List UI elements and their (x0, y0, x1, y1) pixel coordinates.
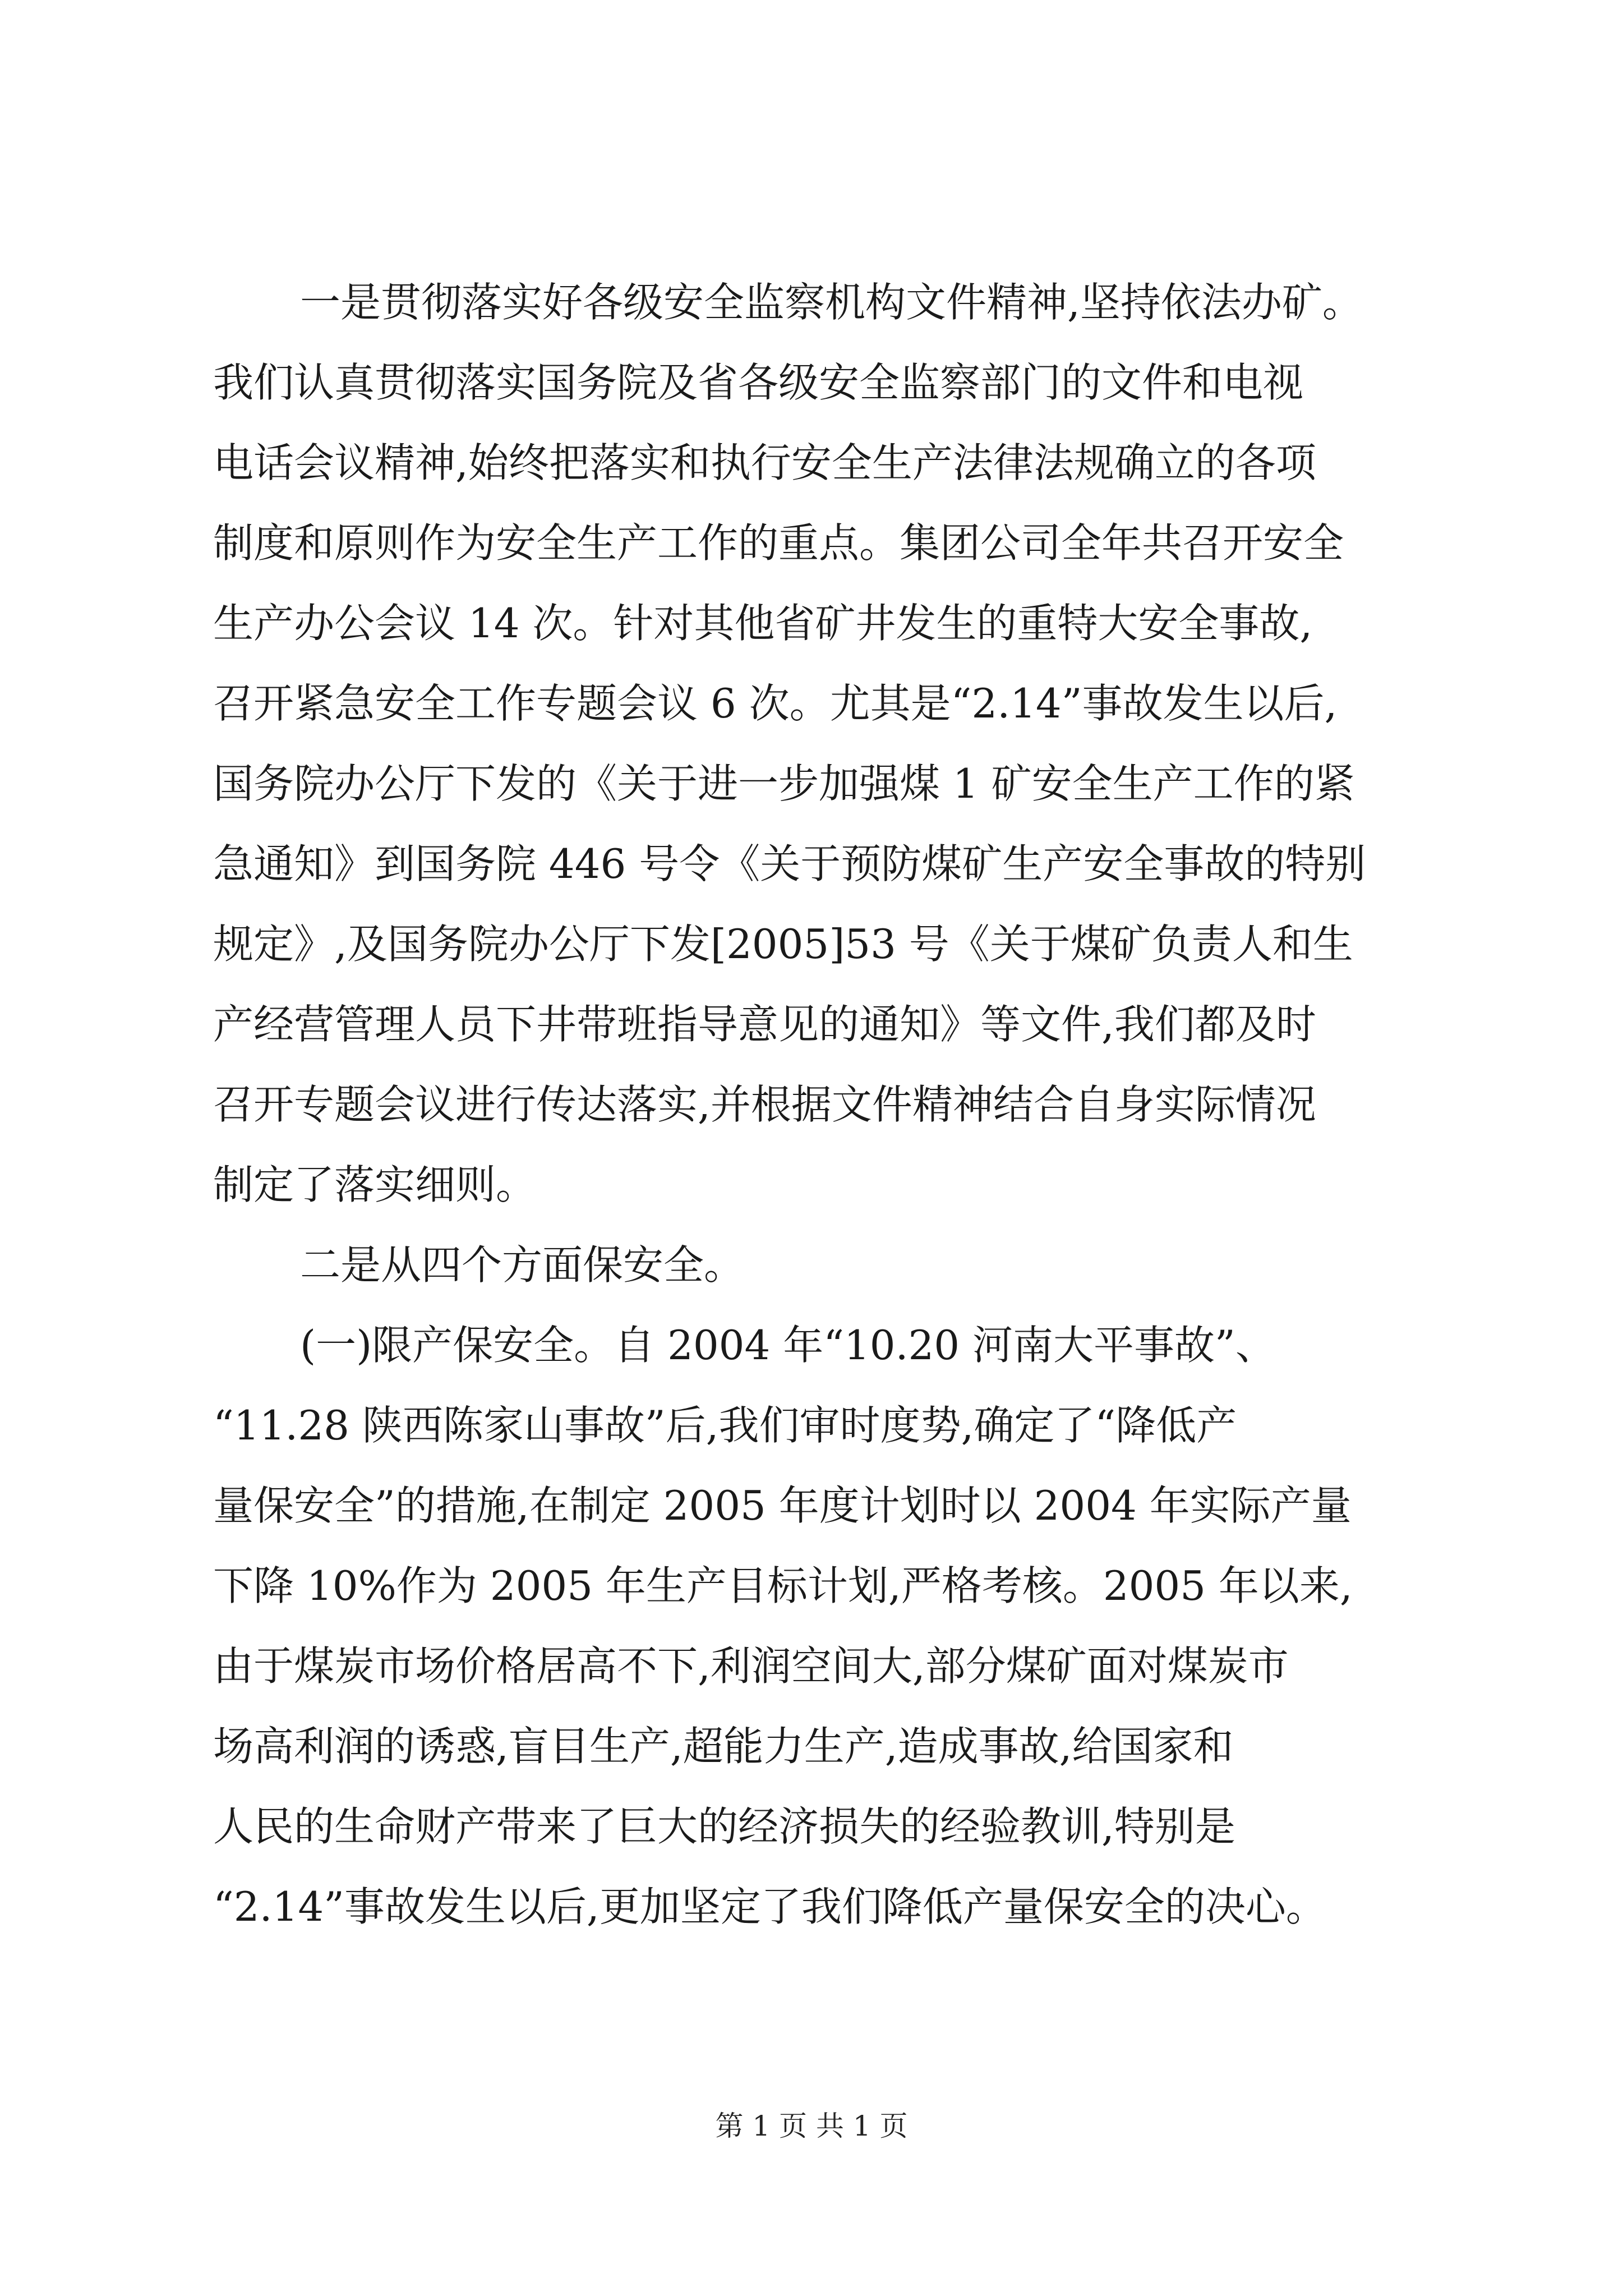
paragraph-line: 下降 10%作为 2005 年生产目标计划,严格考核。2005 年以来, (213, 1562, 1353, 1609)
paragraph-line: 制度和原则作为安全生产工作的重点。集团公司全年共召开安全 (213, 519, 1344, 567)
document-body (213, 263, 1441, 1947)
paragraph-line: “11.28 陕西陈家山事故”后,我们审时度势,确定了“降低产 (213, 1402, 1237, 1449)
paragraph-line: 场高利润的诱惑,盲目生产,超能力生产,造成事故,给国家和 (213, 1723, 1234, 1770)
paragraph-line: 规定》,及国务院办公厅下发[2005]53 号《关于煤矿负责人和生 (213, 921, 1353, 968)
paragraph-line: 召开紧急安全工作专题会议 6 次。尤其是“2.14”事故发生以后, (213, 680, 1338, 727)
paragraph-line: 产经营管理人员下井带班指导意见的通知》等文件,我们都及时 (213, 1001, 1316, 1048)
paragraph-line: 人民的生命财产带来了巨大的经济损失的经验教训,特别是 (213, 1803, 1235, 1850)
paragraph-line: 一是贯彻落实好各级安全监察机构文件精神,坚持依法办矿。 (300, 279, 1363, 326)
paragraph-line: 国务院办公厅下发的《关于进一步加强煤 1 矿安全生产工作的紧 (213, 760, 1355, 807)
paragraph-line: “2.14”事故发生以后,更加坚定了我们降低产量保安全的决心。 (213, 1883, 1326, 1930)
paragraph-line: 召开专题会议进行传达落实,并根据文件精神结合自身实际情况 (213, 1081, 1316, 1128)
section-heading: 二是从四个方面保安全。 (300, 1241, 745, 1289)
paragraph-line: 生产办公会议 14 次。针对其他省矿井发生的重特大安全事故, (213, 600, 1313, 647)
paragraph-line: 电话会议精神,始终把落实和执行安全生产法律法规确立的各项 (213, 439, 1316, 486)
page-number-footer: 第 1 页 共 1 页 (715, 2110, 908, 2142)
paragraph-line: 我们认真贯彻落实国务院及省各级安全监察部门的文件和电视 (213, 359, 1304, 406)
paragraph-line: 制定了落实细则。 (213, 1161, 537, 1208)
paragraph-line: 由于煤炭市场价格居高不下,利润空间大,部分煤矿面对煤炭市 (213, 1642, 1289, 1690)
paragraph-line: 急通知》到国务院 446 号令《关于预防煤矿生产安全事故的特别 (213, 840, 1366, 887)
paragraph-line: 量保安全”的措施,在制定 2005 年度计划时以 2004 年实际产量 (213, 1482, 1352, 1529)
paragraph-line: (一)限产保安全。自 2004 年“10.20 河南大平事故”、 (300, 1322, 1276, 1369)
